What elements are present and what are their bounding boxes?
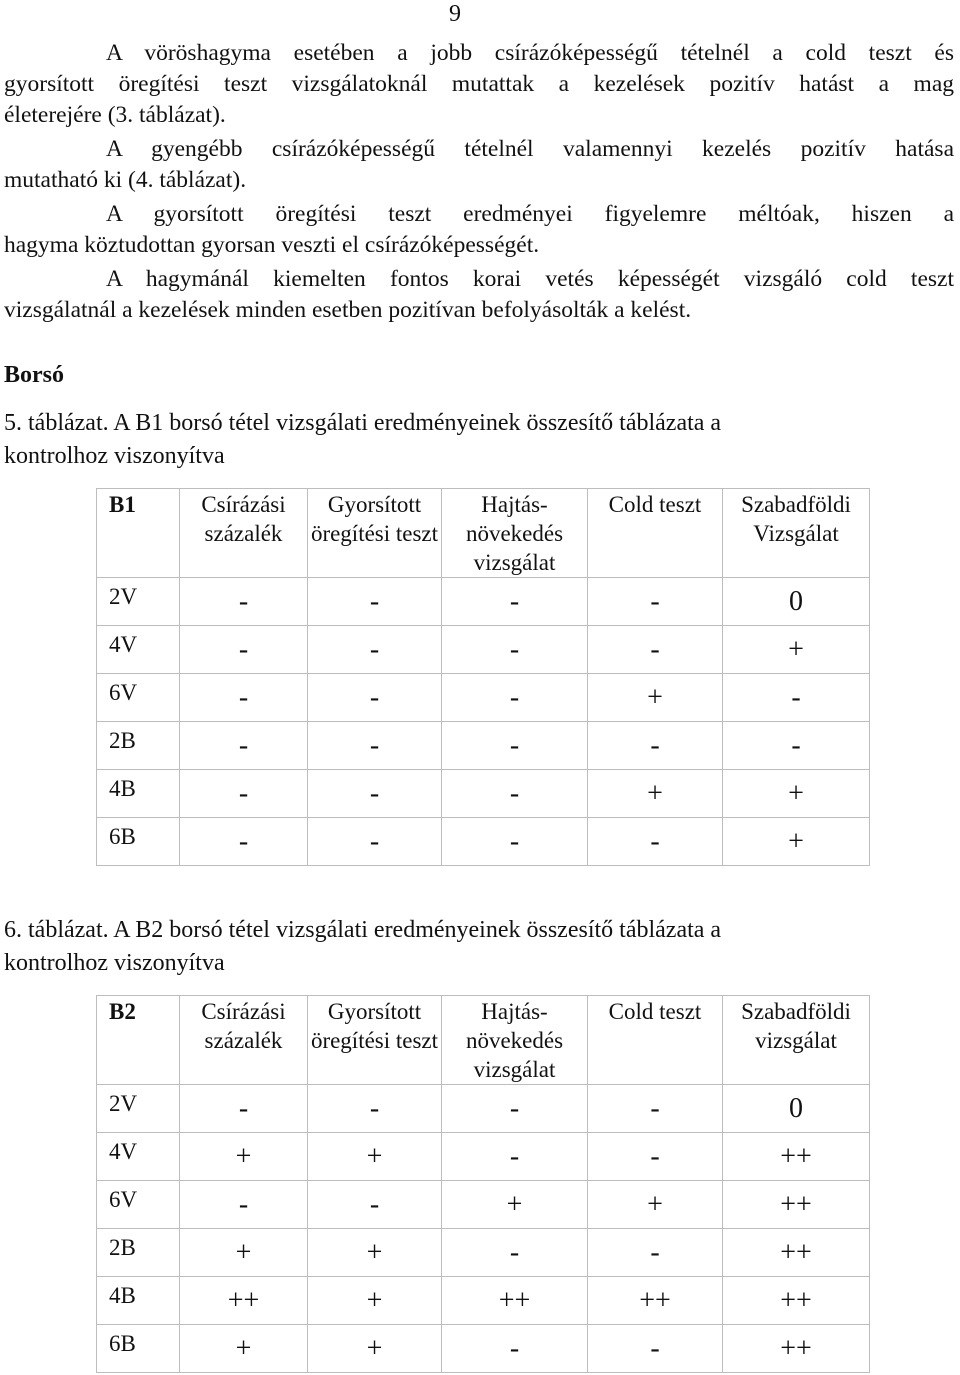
table-cell: ++ — [723, 1325, 870, 1373]
caption-line: 6. táblázat. A B2 borsó tétel vizsgálati eredményeinek összesítő táblázata a — [4, 917, 722, 943]
table-row — [97, 674, 870, 722]
row-label: 4V — [97, 1133, 180, 1181]
paragraph-line: A vöröshagyma esetében a jobb csírázóképességű tételnél a cold teszt és — [106, 40, 954, 66]
table-cell: 0 — [723, 578, 870, 626]
table6-b2-results — [96, 995, 870, 1373]
column-header: Cold teszt — [588, 996, 723, 1085]
table-cell: - — [442, 1325, 588, 1373]
table-cell: - — [308, 674, 442, 722]
table-cell: - — [442, 770, 588, 818]
table-row — [97, 626, 870, 674]
table-row — [97, 1277, 870, 1325]
row-label: 6V — [97, 1181, 180, 1229]
paragraph-line: gyorsított öregítési teszt vizsgálatoknál mutattak a kezelések pozitív hatást a mag — [4, 71, 954, 97]
table-row — [97, 1085, 870, 1133]
table-cell: - — [442, 722, 588, 770]
caption-line: kontrolhoz viszonyítva — [4, 950, 225, 976]
table-cell: - — [442, 626, 588, 674]
table-cell: + — [588, 1181, 723, 1229]
table-cell: + — [723, 770, 870, 818]
table-row — [97, 578, 870, 626]
table-cell: - — [588, 1229, 723, 1277]
table-cell: ++ — [723, 1277, 870, 1325]
table-cell: - — [308, 1181, 442, 1229]
page-number: 9 — [449, 1, 461, 27]
column-header: Cold teszt — [588, 489, 723, 578]
table-cell: - — [308, 818, 442, 866]
row-label: 4B — [97, 1277, 180, 1325]
table-cell: - — [180, 722, 308, 770]
table-header-row — [97, 489, 870, 578]
table-row — [97, 770, 870, 818]
table-row — [97, 722, 870, 770]
row-label: 2B — [97, 1229, 180, 1277]
paragraph-line: hagyma köztudottan gyorsan veszti el csírázóképességét. — [4, 232, 540, 258]
table-cell: - — [442, 1085, 588, 1133]
table-row — [97, 1325, 870, 1373]
table-cell: ++ — [442, 1277, 588, 1325]
paragraph-line: A gyengébb csírázóképességű tételnél valamennyi kezelés pozitív hatása — [106, 136, 954, 162]
table-cell: + — [180, 1325, 308, 1373]
table-cell: - — [588, 1085, 723, 1133]
table-cell: + — [180, 1229, 308, 1277]
column-header: Szabadföldi vizsgálat — [723, 996, 870, 1085]
table-cell: - — [180, 674, 308, 722]
table-cell: - — [723, 722, 870, 770]
table-cell: - — [180, 818, 308, 866]
table-cell: - — [308, 770, 442, 818]
table-cell: - — [588, 722, 723, 770]
row-label: 6B — [97, 818, 180, 866]
column-header: Csírázási százalék — [180, 996, 308, 1085]
table-cell: + — [442, 1181, 588, 1229]
table-cell: - — [442, 674, 588, 722]
table-header-row — [97, 996, 870, 1085]
paragraph-line: vizsgálatnál a kezelések minden esetben pozitívan befolyásolták a kelést. — [4, 297, 692, 323]
table-cell: + — [308, 1277, 442, 1325]
row-label: 6B — [97, 1325, 180, 1373]
table-cell: - — [588, 1133, 723, 1181]
row-label: 2V — [97, 578, 180, 626]
table-cell: - — [308, 1085, 442, 1133]
table-cell: - — [308, 722, 442, 770]
table-cell: + — [588, 674, 723, 722]
column-header: Hajtás-növekedés vizsgálat — [442, 996, 588, 1085]
table-cell: ++ — [723, 1133, 870, 1181]
column-header: Hajtás-növekedés vizsgálat — [442, 489, 588, 578]
table-cell: - — [442, 1229, 588, 1277]
row-label: 2V — [97, 1085, 180, 1133]
table-cell: ++ — [180, 1277, 308, 1325]
row-label: 2B — [97, 722, 180, 770]
table-cell: - — [588, 1325, 723, 1373]
paragraph-onion-strong-lot — [4, 38, 954, 131]
table-cell: + — [180, 1133, 308, 1181]
column-header: Gyorsított öregítési teszt — [308, 996, 442, 1085]
table-cell: ++ — [723, 1181, 870, 1229]
table6-caption — [4, 914, 954, 980]
row-label: 6V — [97, 674, 180, 722]
table-cell: - — [723, 674, 870, 722]
section-heading: Borsó — [4, 362, 64, 388]
table-cell: - — [180, 578, 308, 626]
table-cell: ++ — [588, 1277, 723, 1325]
table-cell: - — [180, 626, 308, 674]
caption-line: 5. táblázat. A B1 borsó tétel vizsgálati eredményeinek összesítő táblázata a — [4, 410, 722, 436]
paragraph-onion-weak-lot — [4, 134, 954, 196]
caption-line: kontrolhoz viszonyítva — [4, 443, 225, 469]
column-header: Szabadföldi Vizsgálat — [723, 489, 870, 578]
table-row — [97, 1229, 870, 1277]
table-cell: - — [442, 818, 588, 866]
paragraph-line: A hagymánál kiemelten fontos korai vetés képességét vizsgáló cold teszt — [106, 266, 954, 292]
table-cell: + — [723, 818, 870, 866]
table-cell: - — [308, 578, 442, 626]
table-corner-label: B2 — [97, 996, 180, 1085]
column-header: Csírázási százalék — [180, 489, 308, 578]
table-cell: - — [588, 626, 723, 674]
table5-caption — [4, 407, 954, 473]
table5-b1-results — [96, 488, 870, 866]
paragraph-line: A gyorsított öregítési teszt eredményei figyelemre méltóak, hiszen a — [106, 201, 954, 227]
table-cell: - — [588, 578, 723, 626]
table-cell: - — [442, 1133, 588, 1181]
table-cell: + — [308, 1229, 442, 1277]
table-corner-label: B1 — [97, 489, 180, 578]
column-header: Gyorsított öregítési teszt — [308, 489, 442, 578]
table-cell: - — [180, 1085, 308, 1133]
table-cell: - — [308, 626, 442, 674]
table-cell: - — [442, 578, 588, 626]
table-cell: - — [180, 1181, 308, 1229]
paragraph-cold-test — [4, 264, 954, 326]
table-cell: 0 — [723, 1085, 870, 1133]
row-label: 4B — [97, 770, 180, 818]
table-cell: ++ — [723, 1229, 870, 1277]
table-cell: + — [588, 770, 723, 818]
table-row — [97, 818, 870, 866]
table-row — [97, 1181, 870, 1229]
paragraph-accelerated-aging — [4, 199, 954, 261]
table-row — [97, 1133, 870, 1181]
table-cell: - — [588, 818, 723, 866]
table-cell: + — [723, 626, 870, 674]
row-label: 4V — [97, 626, 180, 674]
table-cell: + — [308, 1133, 442, 1181]
table-cell: + — [308, 1325, 442, 1373]
table-cell: - — [180, 770, 308, 818]
paragraph-line: mutatható ki (4. táblázat). — [4, 167, 247, 193]
paragraph-line: életerejére (3. táblázat). — [4, 102, 226, 128]
